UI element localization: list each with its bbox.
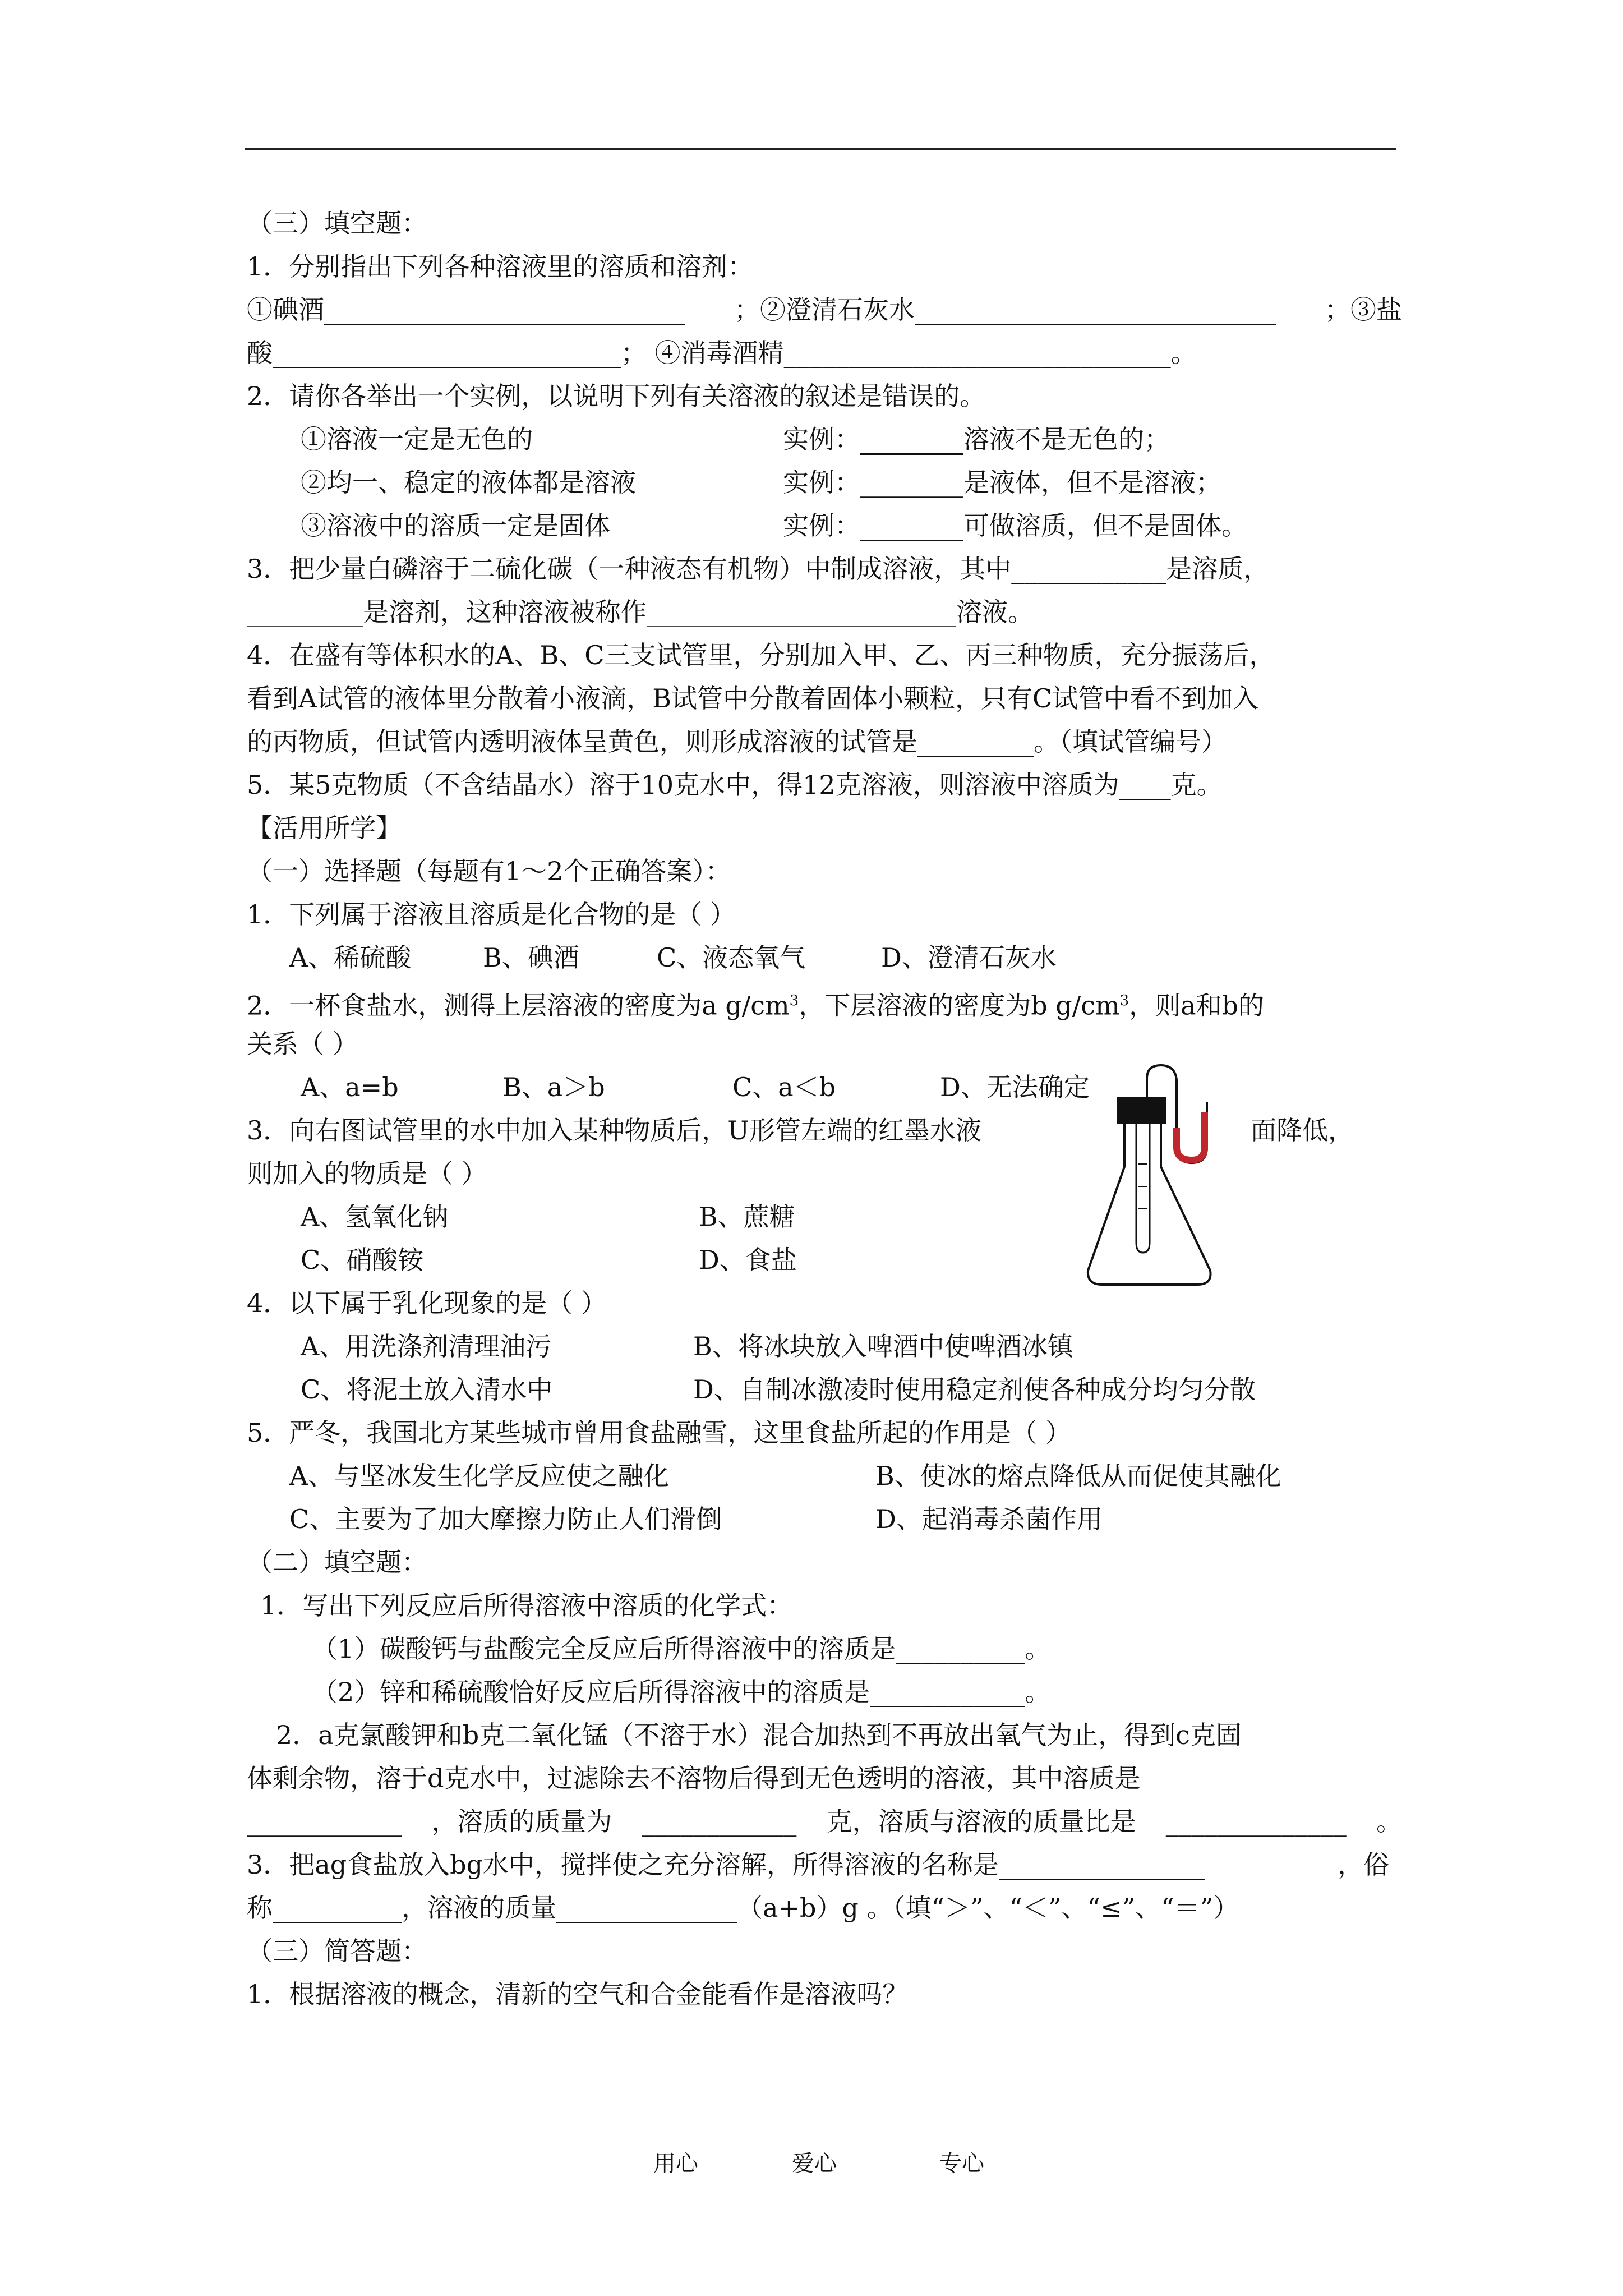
answer-blank: _________ [917, 726, 1034, 757]
answer-blank: _________ [247, 597, 363, 627]
options-row [247, 1368, 1402, 1411]
answer-blank: ____________ [247, 1806, 402, 1837]
example-row: ①溶液一定是无色的 实例：________溶液不是无色的； [301, 424, 1170, 454]
question-line: 2．一杯食盐水，测得上层溶液的密度为a $g/cm^3$，下层溶液的密度为b $g/cm^3$，则a和b的 [247, 990, 1265, 1021]
question-stem: 4．以下属于乳化现象的是（ ） [247, 1288, 607, 1318]
option: D、无法确定 [940, 1072, 1090, 1102]
answer-blank: ____________ [642, 1806, 797, 1837]
question-line: 关系（ ） [247, 1029, 358, 1059]
option: B、将冰块放入啤酒中使啤酒冰镇 [693, 1331, 1073, 1361]
section-heading: （一）选择题（每题有1～2个正确答案）： [247, 856, 731, 886]
example-row: ③溶液中的溶质一定是固体 实例：________可做溶质，但不是固体。 [301, 510, 1247, 541]
option: A、a=b [301, 1072, 399, 1102]
answer-blank: ________ [860, 510, 963, 541]
question-stem: 1．根据溶液的概念，清新的空气和合金能看作是溶液吗？ [247, 1979, 909, 2009]
question-stem: 1．写出下列反应后所得溶液中溶质的化学式： [260, 1590, 793, 1621]
question-stem: 1．下列属于溶液且溶质是化合物的是（ ） [247, 899, 736, 930]
question-line: 5．某5克物质（不含结晶水）溶于10克水中，得12克溶液，则溶液中溶质为____克。 [247, 770, 1223, 800]
stopper [1117, 1097, 1166, 1124]
red-ink [1177, 1112, 1205, 1160]
flask-u-tube-diagram [1082, 1057, 1228, 1293]
options-row [247, 1455, 1402, 1498]
option: B、碘酒 [483, 942, 579, 973]
section-heading: （三）填空题： [247, 208, 427, 238]
question-line: 酸___________________________； ④消毒酒精______________________________。 [247, 338, 1197, 368]
option: B、a＞b [502, 1072, 605, 1102]
option: C、液态氧气 [657, 942, 806, 973]
question-line: 2．a克氯酸钾和b克二氧化锰（不溶于水）混合加热到不再放出氧气为止，得到c克固 [276, 1720, 1242, 1750]
question-line: _________是溶剂，这种溶液被称作________________________溶液。 [247, 597, 1034, 627]
question-stem: 5．严冬，我国北方某些城市曾用食盐融雪，这里食盐所起的作用是（ ） [247, 1418, 1071, 1448]
answer-blank: ________________ [999, 1849, 1206, 1880]
question-line: 3．把ag食盐放入bg水中，搅拌使之充分溶解，所得溶液的名称是________________ ，俗 [247, 1849, 1389, 1880]
options-row [247, 1239, 1402, 1282]
answer-blank: ________ [860, 467, 963, 498]
question-line: 称__________，溶液的质量______________（a+b）g 。（填“＞”、“＜”、“≤”、“＝”） [247, 1893, 1239, 1923]
line-text: ①碘酒____________________________ [247, 295, 685, 325]
section-heading: （三）简答题： [247, 1936, 427, 1966]
section-heading: 【活用所学】 [247, 813, 402, 843]
options-row [247, 1195, 1402, 1239]
answer-blank: ___________________________ [273, 338, 621, 368]
answer-blank: ______________ [1165, 1806, 1347, 1837]
sub-question: （1）碳酸钙与盐酸完全反应后所得溶液中的溶质是__________。 [312, 1634, 1051, 1664]
answer-blank: ____________________________ [915, 295, 1276, 325]
options-row [247, 1066, 1402, 1109]
page-footer [0, 2146, 1623, 2179]
option: D、起消毒杀菌作用 [875, 1504, 1103, 1534]
options-row [247, 1498, 1402, 1541]
section-heading: （二）填空题： [247, 1547, 427, 1577]
test-tube [1136, 1124, 1150, 1253]
question-line: 则加入的物质是（ ） [247, 1158, 487, 1189]
option: A、与坚冰发生化学反应使之融化 [289, 1461, 670, 1491]
option: A、氢氧化钠 [301, 1202, 449, 1232]
example-row: ②均一、稳定的液体都是溶液 实例：________是液体，但不是溶液； [301, 467, 1221, 498]
option: B、使冰的熔点降低从而促使其融化 [875, 1461, 1281, 1491]
header-rule [245, 148, 1396, 150]
footer-text: 用心 [653, 2151, 698, 2177]
question-line: ____________ ，溶质的质量为 ____________ 克，溶质与溶液的质量比是 ______________ 。 [247, 1800, 1402, 1843]
line-text: ；③盐 [1325, 295, 1402, 325]
option: C、将泥土放入清水中 [301, 1374, 553, 1405]
question-line: 的丙物质，但试管内透明液体呈黄色，则形成溶液的试管是_________。（填试管编号） [247, 726, 1227, 757]
sub-question: （2）锌和稀硫酸恰好反应后所得溶液中的溶质是____________。 [312, 1677, 1051, 1707]
answer-blank: ______________ [556, 1893, 737, 1923]
option: B、蔗糖 [699, 1202, 795, 1232]
answer-blank: ________ [860, 424, 963, 454]
answer-blank: __________ [896, 1634, 1025, 1664]
answer-blank: __________ [273, 1893, 402, 1923]
question-line [247, 288, 1402, 332]
option: D、食盐 [699, 1245, 797, 1275]
option: D、自制冰激凌时使用稳定剂使各种成分均匀分散 [693, 1374, 1256, 1405]
question-line: 看到A试管的液体里分散着小液滴，B试管中分散着固体小颗粒，只有C试管中看不到加入 [247, 683, 1259, 714]
option: D、澄清石灰水 [881, 942, 1057, 973]
worksheet-body [247, 202, 1402, 2016]
options-row [247, 936, 1402, 979]
option: C、主要为了加大摩擦力防止人们滑倒 [289, 1504, 722, 1534]
option: C、硝酸铵 [301, 1245, 424, 1275]
answer-blank: ____________________________ [324, 295, 685, 325]
answer-blank: ________________________ [647, 597, 956, 627]
answer-blank: ______________________________ [783, 338, 1171, 368]
answer-blank: ____ [1119, 770, 1171, 800]
answer-blank: ____________ [870, 1677, 1025, 1707]
answer-blank: ____________ [1011, 554, 1166, 584]
question-line: 体剩余物，溶于d克水中，过滤除去不溶物后得到无色透明的溶液，其中溶质是 [247, 1763, 1141, 1793]
line-text: ；②澄清石灰水____________________________ [734, 295, 1276, 325]
option: A、稀硫酸 [289, 942, 412, 973]
option: C、a＜b [732, 1072, 836, 1102]
question-stem: 2．请你各举出一个实例，以说明下列有关溶液的叙述是错误的。 [247, 381, 986, 411]
option: A、用洗涤剂清理油污 [301, 1331, 552, 1361]
question-line: 4．在盛有等体积水的A、B、C三支试管里，分别加入甲、乙、丙三种物质，充分振荡后， [247, 640, 1275, 670]
options-row [247, 1325, 1402, 1368]
question-line: 3．把少量白磷溶于二硫化碳（一种液态有机物）中制成溶液，其中____________是溶质， [247, 554, 1270, 584]
footer-text: 爱心 [792, 2151, 837, 2177]
footer-text: 专心 [939, 2151, 984, 2177]
question-line: 3．向右图试管里的水中加入某种物质后，U形管左端的红墨水液 面降低， [247, 1115, 1354, 1145]
question-stem: 1．分别指出下列各种溶液里的溶质和溶剂： [247, 251, 754, 282]
